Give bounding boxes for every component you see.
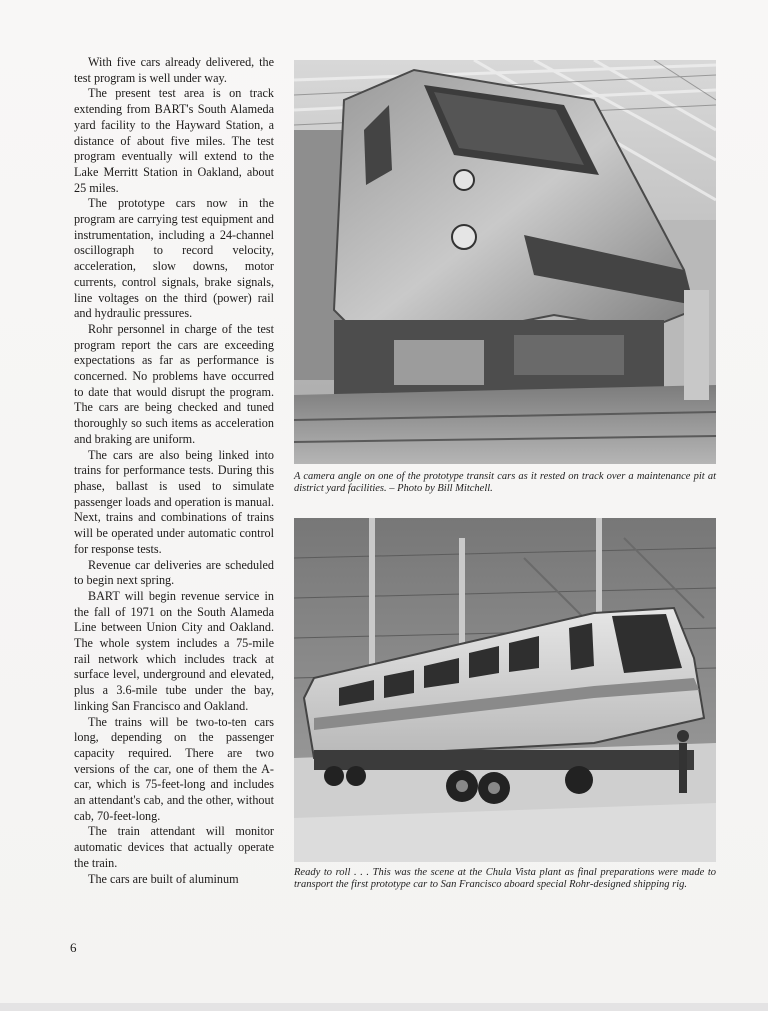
photo-transit-car-shipping-rig xyxy=(294,518,716,862)
article-paragraph: Revenue car deliveries are scheduled to begin next spring. xyxy=(74,557,274,588)
photo-transit-car-shipping-rig-image xyxy=(294,518,716,862)
article-paragraph: Rohr personnel in charge of the test program report the cars are exceeding expectations as far as performance is concerned. No problems have occurred to date that would disrupt the program. The cars are being checked and tuned thoroughly so such items as acceleration and braking are uniform. xyxy=(74,321,274,446)
article-paragraph: BART will begin revenue service in the fall of 1971 on the South Alameda Line between Union City and Oakland. The whole system includes a 75-mile rail network which includes track at surface level, underground and elevated, plus a 3.6-mile tube under the bay, linking San Francisco and Oakland. xyxy=(74,588,274,713)
page-bottom-edge xyxy=(0,1003,768,1011)
article-paragraph: With five cars already delivered, the test program is well under way. xyxy=(74,55,274,85)
article-paragraph: The train attendant will monitor automatic devices that actually operate the train. xyxy=(74,824,274,870)
photo-caption-top: A camera angle on one of the prototype transit cars as it rested on track over a maintenance pit at district yard facilities. – Photo by Bill Mitchell. xyxy=(294,471,716,494)
page-number: 6 xyxy=(70,940,77,955)
article-paragraph: The cars are also being linked into trains for performance tests. During this phase, ballast is used to simulate passenger loads and operation is manual. Next, trains and combinations of trains will be operated under automatic control for response tests. xyxy=(74,447,274,556)
photo-transit-car-front xyxy=(294,60,716,464)
article-paragraph: The present test area is on track extending from BART's South Alameda yard facility to the Hayward Station, a distance of about five miles. The test program eventually will extend to the Lake Merritt Station in Oakland, about 25 miles. xyxy=(74,86,274,195)
photo-transit-car-front-image xyxy=(294,60,716,464)
photo-caption-bottom: Ready to roll . . . This was the scene at the Chula Vista plant as final preparations were made to transport the first prototype car to San Francisco aboard special Rohr-designed shipping rig. xyxy=(294,867,716,890)
article-column xyxy=(74,55,274,887)
article-paragraph: The trains will be two-to-ten cars long, depending on the passenger capacity required. There are two versions of the car, one of them the A-car, which is 75-feet-long and includes an attendant's cab, and the other, without cab, 70-feet-long. xyxy=(74,714,274,823)
article-paragraph: The prototype cars now in the program are carrying test equipment and instrumentation, including a 24-channel oscillograph to record velocity, acceleration, slow downs, motor currents, control signals, brake signals, line voltages on the third (power) rail and hydraulic pressures. xyxy=(74,196,274,321)
article-paragraph: The cars are built of aluminum xyxy=(88,871,239,886)
